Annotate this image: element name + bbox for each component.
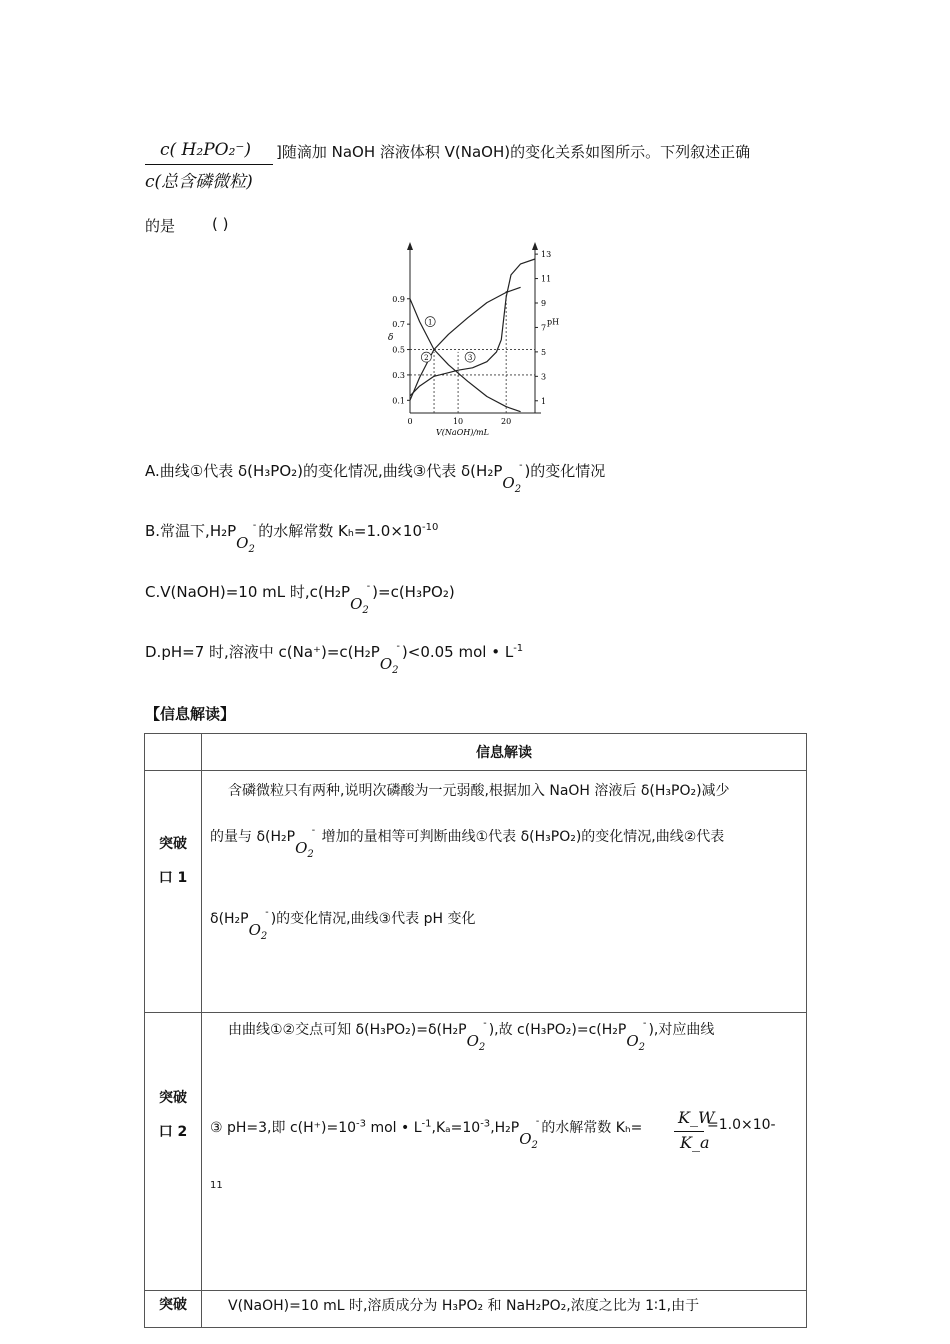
o2-base: O [248, 921, 261, 939]
y-right-tick-label: 9 [541, 299, 547, 308]
row-label [145, 1291, 202, 1328]
y-right-tick-label: 11 [541, 274, 552, 284]
o2-sub: 2 [478, 1042, 486, 1053]
option-c-text: C.V(NaOH)=10 mL 时,c(H₂P [145, 583, 351, 601]
titration-chart [375, 240, 605, 440]
row2-line2-post: =1.0×10- [707, 1117, 776, 1133]
y-right-tick-label: 3 [541, 372, 547, 382]
x-tick-label: 20 [501, 417, 512, 426]
o2-base: O [379, 655, 393, 673]
y-right-tick-label: 1 [541, 396, 547, 406]
option-a-tail: )的变化情况 [524, 462, 606, 480]
info-table [144, 733, 807, 1328]
row2-line1-pre: 由曲线①②交点可知 δ(H₃PO₂)=δ(H₂P [228, 1022, 467, 1038]
o2-symbol [626, 1018, 648, 1053]
option-d-tail: )<0.05 mol • L [401, 643, 514, 661]
curve-label: 3 [467, 354, 473, 363]
o2-sup: - [396, 641, 400, 652]
row2-line1-post: ),对应曲线 [648, 1022, 715, 1038]
row2-line2-mid: mol • L [366, 1120, 422, 1136]
o2-sup: - [265, 907, 269, 918]
o2-sup: - [535, 1116, 540, 1127]
y-axis-right-label: pH [547, 317, 560, 327]
o2-base: O [466, 1032, 479, 1050]
o2-symbol [379, 641, 402, 676]
kw-fraction-bar [674, 1131, 704, 1132]
table-row [145, 1013, 807, 1291]
row-content [202, 1013, 807, 1291]
x-tick-label: 10 [452, 417, 464, 426]
row2-line1-mid: ),故 c(H₃PO₂)=c(H₂P [488, 1022, 627, 1038]
row-label-line1: 突破 [159, 836, 187, 852]
o2-base: O [502, 474, 515, 492]
fraction-numerator: c( H₂PO₂⁻) [160, 140, 251, 160]
row2-line3: 11 [210, 1180, 223, 1191]
x-tick-label: 0 [407, 417, 413, 426]
row-label-line1: 突破 [159, 1297, 187, 1313]
o2-base: O [350, 595, 363, 613]
o2-sup: - [252, 520, 257, 531]
o2-symbol [248, 907, 271, 942]
series-line-2 [410, 287, 521, 400]
option-b-text: B.常温下,H₂P [145, 522, 237, 540]
row-label [145, 771, 202, 1013]
o2-base: O [295, 839, 308, 857]
o2-sub: 2 [638, 1042, 646, 1053]
option-c [145, 581, 455, 616]
o2-sub: 2 [248, 544, 255, 555]
o2-base: O [519, 1130, 532, 1148]
y-left-tick-label: 0.7 [392, 320, 405, 330]
exponent: -3 [356, 1118, 367, 1130]
table-row [145, 771, 807, 1013]
row1-line3-pre: δ(H₂P [210, 911, 249, 927]
table-corner [145, 734, 202, 771]
y-left-tick-label: 0.9 [392, 294, 405, 304]
row2-line2-pre: ③ pH=3,即 c(H⁺)=10 [210, 1120, 357, 1136]
exponent: -3 [480, 1118, 491, 1130]
question-line1: ]随滴加 NaOH 溶液体积 V(NaOH)的变化关系如图所示。下列叙述正确 [276, 143, 751, 161]
o2-sub: 2 [260, 931, 268, 942]
section-title: 【信息解读】 [145, 705, 236, 723]
option-d-exponent: -1 [513, 643, 524, 654]
y-axis-left-arrow [407, 242, 413, 250]
row1-line2 [210, 825, 725, 860]
option-a-text: A.曲线①代表 δ(H₃PO₂)的变化情况,曲线③代表 δ(H₂P [145, 462, 503, 480]
o2-sup: - [366, 581, 371, 592]
o2-sub: 2 [392, 665, 399, 676]
kw-fraction-num: K_W [678, 1108, 715, 1127]
option-d-text: D.pH=7 时,溶液中 c(Na⁺)=c(H₂P [145, 643, 380, 661]
option-b-tail: 的水解常数 Kₕ=1.0×10 [258, 522, 422, 540]
row2-line2 [210, 1116, 643, 1151]
row-content [202, 771, 807, 1013]
fraction-denominator: c(总含磷微粒) [145, 172, 253, 192]
y-left-tick-label: 0.1 [392, 396, 405, 406]
o2-sub: 2 [514, 484, 522, 495]
o2-sub: 2 [531, 1140, 538, 1151]
y-left-tick-label: 0.5 [392, 345, 405, 355]
y-axis-right-arrow [532, 242, 538, 250]
option-d [145, 641, 524, 676]
row1-line3-post: )的变化情况,曲线③代表 pH 变化 [270, 911, 476, 927]
o2-symbol [519, 1116, 541, 1151]
row1-line3 [210, 907, 476, 942]
kw-fraction-den: K_a [680, 1133, 710, 1152]
o2-sub: 2 [362, 605, 369, 616]
option-b [145, 520, 439, 555]
curve-label: 1 [427, 318, 433, 327]
o2-sup: - [643, 1018, 647, 1029]
question-line2: 的是 [145, 217, 176, 235]
curve-label: 2 [424, 354, 429, 363]
o2-symbol [502, 460, 524, 495]
row3-line1: V(NaOH)=10 mL 时,溶质成分为 H₃PO₂ 和 NaH₂PO₂,浓度之比为 1∶1,由于 [228, 1298, 700, 1314]
row2-line2-mid4: 的水解常数 Kₕ= [541, 1120, 643, 1136]
o2-sup: - [311, 825, 316, 836]
option-a [145, 460, 606, 495]
o2-symbol [295, 825, 317, 860]
y-right-tick-label: 13 [541, 250, 552, 260]
row1-line1: 含磷微粒只有两种,说明次磷酸为一元弱酸,根据加入 NaOH 溶液后 δ(H₃PO₂)减少 [228, 783, 730, 799]
row-content [202, 1291, 807, 1328]
series-line-3 [410, 259, 535, 396]
x-axis-label: V(NaOH)/mL [436, 428, 489, 437]
o2-symbol [236, 520, 258, 555]
row-label-line2: 口 2 [158, 1124, 188, 1140]
row2-line1 [228, 1018, 715, 1053]
row2-line2-mid3: ,H₂P [490, 1120, 520, 1136]
table-row [145, 1291, 807, 1328]
row1-line2-pre: 的量与 δ(H₂P [210, 829, 296, 845]
row-label [145, 1013, 202, 1291]
row-label-line1: 突破 [159, 1090, 187, 1106]
o2-symbol [350, 581, 372, 616]
answer-paren: ( ) [212, 215, 229, 233]
option-c-tail: )=c(H₃PO₂) [372, 583, 455, 601]
row1-line2-post: 增加的量相等可判断曲线①代表 δ(H₃PO₂)的变化情况,曲线②代表 [317, 829, 725, 845]
y-right-tick-label: 5 [541, 347, 547, 357]
o2-sup: - [519, 460, 523, 471]
o2-sub: 2 [307, 849, 314, 860]
o2-base: O [236, 534, 249, 552]
table-header: 信息解读 [202, 734, 807, 771]
exponent: -1 [421, 1118, 432, 1130]
y-right-tick-label: 7 [541, 323, 547, 333]
o2-sup: - [483, 1018, 487, 1029]
o2-symbol [466, 1018, 489, 1053]
y-axis-left-label: δ [388, 332, 394, 343]
row2-line2-mid2: ,Kₐ=10 [431, 1120, 481, 1136]
y-left-tick-label: 0.3 [392, 370, 405, 380]
o2-base: O [626, 1032, 639, 1050]
fraction-bar [145, 164, 273, 165]
option-b-exponent: -10 [422, 522, 439, 533]
row-label-line2: 口 1 [158, 870, 188, 886]
